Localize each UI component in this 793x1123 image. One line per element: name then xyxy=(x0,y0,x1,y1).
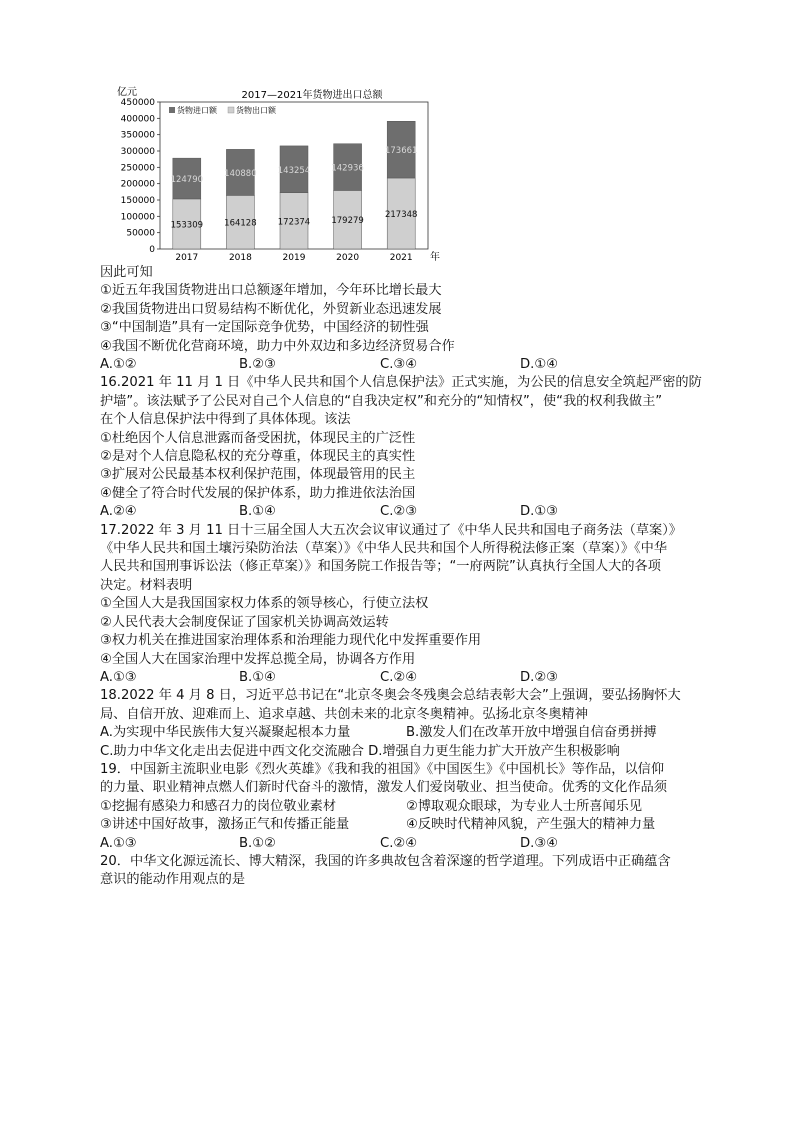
q20-stem-2: 意识的能动作用观点的是 xyxy=(100,872,246,888)
q17-option-a[interactable]: A.①③ xyxy=(100,669,137,685)
q16-options xyxy=(100,503,710,521)
q17-statement-4: ④全国人大在国家治理中发挥总揽全局，协调各方作用 xyxy=(100,651,416,667)
trade-chart xyxy=(112,82,442,264)
legend-swatch-import xyxy=(169,107,175,113)
bar-value-label: 143254 xyxy=(277,165,311,176)
x-tick-label: 2020 xyxy=(336,253,360,263)
q17-option-b[interactable]: B.①④ xyxy=(239,669,276,685)
q15-option-b[interactable]: B.②③ xyxy=(239,357,276,373)
chart-xlabel: 年 xyxy=(430,252,440,263)
bar-value-label: 173661 xyxy=(384,146,418,157)
q19-statements-row-2 xyxy=(100,816,710,834)
q17-statement-3: ③权力机关在推进国家治理体系和治理能力现代化中发挥重要作用 xyxy=(100,633,482,649)
x-tick-label: 2019 xyxy=(282,253,306,263)
q16-option-c[interactable]: C.②③ xyxy=(380,504,418,520)
bar-value-label: 142936 xyxy=(331,163,364,174)
y-tick-label: 100000 xyxy=(120,212,155,223)
x-tick-label: 2021 xyxy=(389,253,413,263)
q19-stem-1: 19．中国新主流职业电影《烈火英雄》《我和我的祖国》《中国医生》《中国机长》等作品，以信仰 xyxy=(100,761,665,777)
q19-statement-4: ④反映时代精神风貌，产生强大的精神力量 xyxy=(406,817,656,833)
legend-label-export: 货物出口额 xyxy=(236,106,276,115)
y-tick-label: 450000 xyxy=(120,98,155,108)
y-tick-label: 50000 xyxy=(126,228,155,239)
q15-option-c[interactable]: C.③④ xyxy=(380,357,418,373)
q16-option-d[interactable]: D.①③ xyxy=(520,504,558,520)
q17-stem-3: 人民共和国刑事诉讼法（修正草案）》和国务院工作报告等；“一府两院”认真执行全国人大的各项 xyxy=(100,559,661,575)
x-tick-label: 2017 xyxy=(175,253,199,263)
q15-option-a[interactable]: A.①② xyxy=(100,357,137,373)
q16-stem-3: 在个人信息保护法中得到了具体体现。该法 xyxy=(100,412,351,428)
q19-statement-3: ③讲述中国好故事，激扬正气和传播正能量 xyxy=(100,817,350,833)
q19-statement-1: ①挖掘有感染力和感召力的岗位敬业素材 xyxy=(100,798,337,814)
q19-option-b[interactable]: B.①② xyxy=(239,835,276,851)
q15-statement-2: ②我国货物进出口贸易结构不断优化，外贸新业态迅速发展 xyxy=(100,301,442,317)
q16-option-b[interactable]: B.①④ xyxy=(239,504,276,520)
q19-option-d[interactable]: D.③④ xyxy=(520,835,558,851)
q15-statement-4: ④我国不断优化营商环境，助力中外双边和多边经济贸易合作 xyxy=(100,338,455,354)
chart-title: 2017—2021年货物进出口总额 xyxy=(241,90,383,101)
x-axis xyxy=(175,253,412,263)
q17-stem-4: 决定。材料表明 xyxy=(100,577,193,593)
q19-option-a[interactable]: A.①③ xyxy=(100,835,137,851)
y-tick-label: 300000 xyxy=(120,147,155,157)
bar-value-label: 140880 xyxy=(224,168,257,179)
q16-stem-2: 护墙”。该法赋予了公民对自己个人信息的“自我决定权”和充分的“知情权”，使“我的权利我做主” xyxy=(100,393,663,409)
y-tick-label: 200000 xyxy=(120,179,155,190)
q18-stem-1: 18.2022 年 4 月 8 日，习近平总书记在“北京冬奥会冬残奥会总结表彰大会”上强调，要弘扬胸怀大 xyxy=(100,688,681,704)
bar-value-label: 164128 xyxy=(224,218,257,229)
q16-statement-2: ②是对个人信息隐私权的充分尊重，体现民主的真实性 xyxy=(100,449,416,465)
q19-statement-2: ②博取观众眼球，为专业人士所喜闻乐见 xyxy=(406,798,643,814)
y-tick-label: 400000 xyxy=(120,114,155,125)
q16-statement-3: ③扩展对公民最基本权利保护范围，体现最管用的民主 xyxy=(100,467,416,483)
bars xyxy=(171,121,418,249)
q18-option-b[interactable]: B.激发人们在改革开放中增强自信奋勇拼搏 xyxy=(406,725,657,741)
q17-options xyxy=(100,669,710,687)
q17-stem-1: 17.2022 年 3 月 11 日十三届全国人大五次会议审议通过了《中华人民共和国电子商务法（草案）》 xyxy=(100,522,682,538)
q17-statement-1: ①全国人大是我国国家权力体系的领导核心，行使立法权 xyxy=(100,596,429,612)
question-text xyxy=(100,264,710,890)
y-tick-label: 150000 xyxy=(120,196,155,206)
q20-stem-1: 20．中华文化源远流长、博大精深，我国的许多典故包含着深邃的哲学道理。下列成语中正确蕴含 xyxy=(100,853,671,869)
legend-swatch-export xyxy=(228,107,234,113)
q19-options xyxy=(100,835,710,853)
y-tick-label: 350000 xyxy=(120,130,155,141)
q16-statement-1: ①杜绝因个人信息泄露而备受困扰，体现民主的广泛性 xyxy=(100,430,416,446)
bar-value-label: 124790 xyxy=(170,175,204,186)
q16-stem-1: 16.2021 年 11 月 1 日《中华人民共和国个人信息保护法》正式实施，为公民的信息安全筑起严密的防 xyxy=(100,375,702,391)
q16-statement-4: ④健全了符合时代发展的保护体系，助力推进依法治国 xyxy=(100,485,416,501)
q18-options-row-2[interactable]: C.助力中华文化走出去促进中西文化交流融合 D.增强自力更生能力扩大开放产生积极影响 xyxy=(100,743,620,759)
q17-option-d[interactable]: D.②③ xyxy=(520,669,558,685)
q19-statements-row-1 xyxy=(100,798,710,816)
bar-value-label: 217348 xyxy=(384,209,418,220)
q15-statement-1: ①近五年我国货物进出口总额逐年增加，今年环比增长最大 xyxy=(100,283,442,299)
q16-option-a[interactable]: A.②④ xyxy=(100,504,137,520)
q18-options-row-1 xyxy=(100,724,710,742)
q17-option-c[interactable]: C.②④ xyxy=(380,669,418,685)
q15-option-d[interactable]: D.①④ xyxy=(520,357,558,373)
y-tick-label: 250000 xyxy=(120,163,155,174)
q18-option-a[interactable]: A.为实现中华民族伟大复兴凝聚起根本力量 xyxy=(100,725,351,741)
x-tick-label: 2018 xyxy=(228,253,252,263)
q19-option-c[interactable]: C.②④ xyxy=(380,835,418,851)
chart-legend xyxy=(169,105,277,115)
q17-stem-2: 《中华人民共和国土壤污染防治法（草案）》《中华人民共和国个人所得税法修正案（草案）》《中华 xyxy=(100,541,668,557)
q15-options xyxy=(100,356,710,374)
bar-value-label: 179279 xyxy=(331,216,364,227)
bar-value-label: 172374 xyxy=(277,217,311,228)
y-axis xyxy=(121,98,160,255)
legend-label-import: 货物进口额 xyxy=(177,106,217,115)
y-tick-label: 0 xyxy=(149,245,155,255)
q18-stem-2: 局、自信开放、迎难而上、追求卓越、共创未来的北京冬奥精神。弘扬北京冬奥精神 xyxy=(100,706,588,722)
q17-statement-2: ②人民代表大会制度保证了国家机关协调高效运转 xyxy=(100,614,389,630)
intro-text: 因此可知 xyxy=(100,265,153,280)
q19-stem-2: 的力量、职业精神点燃人们新时代奋斗的激情，激发人们爱岗敬业、担当使命。优秀的文化作品须 xyxy=(100,780,668,796)
q15-statement-3: ③“中国制造”具有一定国际竞争优势，中国经济的韧性强 xyxy=(100,320,429,336)
chart-ylabel: 亿元 xyxy=(117,87,137,98)
bar-value-label: 153309 xyxy=(170,220,204,231)
